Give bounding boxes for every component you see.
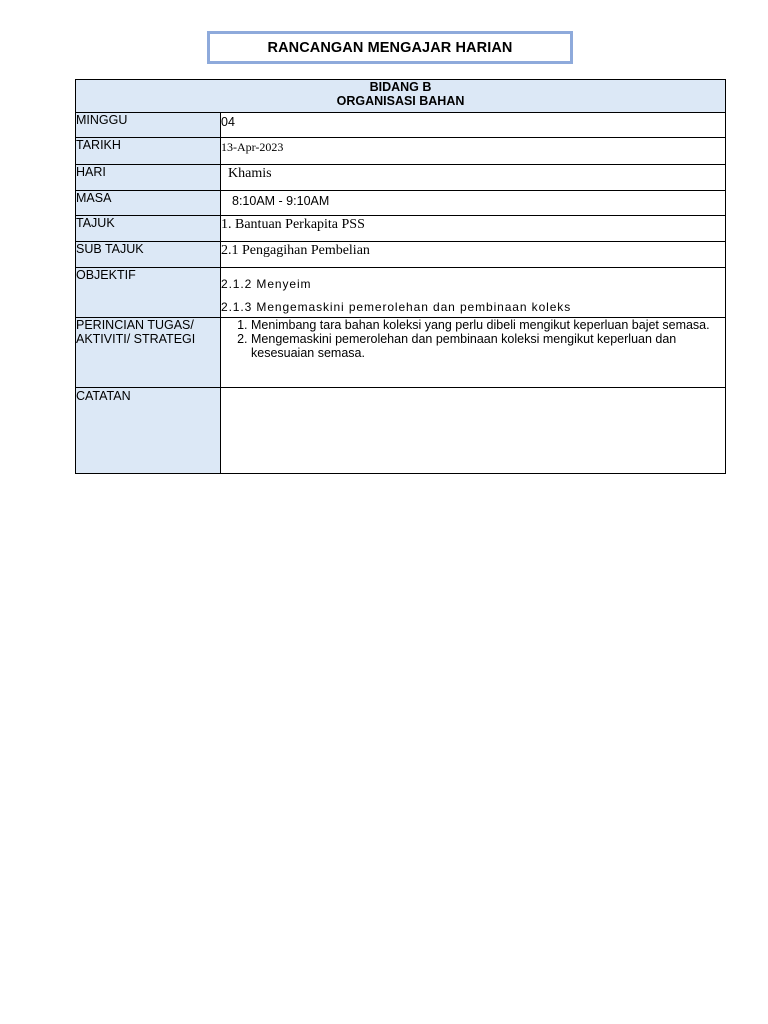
lesson-plan-table: [75, 79, 726, 474]
table-row: [76, 388, 726, 474]
heading-bidang: BIDANG B: [369, 80, 432, 94]
objektif-line: 2.1.3 Mengemaskini pemerolehan dan pembinaan koleks: [221, 300, 572, 314]
label-tarikh: TARIKH: [76, 138, 221, 165]
label-minggu: MINGGU: [76, 113, 221, 138]
value-minggu: 04: [221, 113, 726, 138]
table-heading-row: [76, 80, 726, 113]
task-list: [221, 318, 725, 360]
value-perincian: [221, 318, 726, 388]
label-tajuk: TAJUK: [76, 216, 221, 242]
value-sub-tajuk: 2.1 Pengagihan Pembelian: [221, 242, 726, 268]
table-row: [76, 242, 726, 268]
heading-organisasi: ORGANISASI BAHAN: [336, 94, 465, 108]
value-tajuk: 1. Bantuan Perkapita PSS: [221, 216, 726, 242]
label-sub-tajuk: SUB TAJUK: [76, 242, 221, 268]
label-objektif: OBJEKTIF: [76, 268, 221, 318]
table-row: [76, 165, 726, 191]
table-row: [76, 318, 726, 388]
table-row: [76, 268, 726, 318]
label-catatan: CATATAN: [76, 388, 221, 474]
list-item: 1. Menimbang tara bahan koleksi yang perlu dibeli mengikut keperluan bajet semasa.: [251, 318, 725, 332]
value-tarikh: 13-Apr-2023: [221, 138, 726, 165]
document-title-box: [207, 31, 573, 64]
list-item: 2. Mengemaskini pemerolehan dan pembinaan koleksi mengikut keperluan dan kesesuaian semasa.: [251, 332, 725, 360]
label-perincian-line2: AKTIVITI/ STRATEGI: [76, 332, 196, 346]
table-row: [76, 191, 726, 216]
table-row: [76, 216, 726, 242]
value-catatan: [221, 388, 726, 474]
label-masa: MASA: [76, 191, 221, 216]
label-perincian-line1: PERINCIAN TUGAS/: [76, 318, 194, 332]
objektif-line: 2.1.2 Menyeim: [221, 277, 312, 291]
value-hari: Khamis: [221, 165, 726, 191]
label-hari: HARI: [76, 165, 221, 191]
table-row: [76, 113, 726, 138]
value-objektif: [221, 268, 726, 318]
table-heading: [76, 80, 726, 113]
table-row: [76, 138, 726, 165]
label-perincian: [76, 318, 221, 388]
document-title: RANCANGAN MENGAJAR HARIAN: [267, 39, 513, 56]
value-masa: 8:10AM - 9:10AM: [221, 191, 726, 216]
